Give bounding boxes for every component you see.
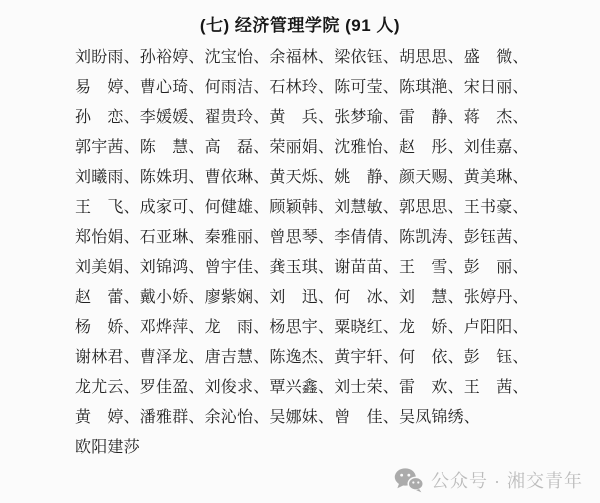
roster-line: 欧阳建莎 [75,439,140,456]
wechat-watermark [394,467,583,493]
page-title: (七) 经济管理学院 (91 人) [199,16,401,35]
roster-line: 易 婷、曹心琦、何雨洁、石林玲、陈可莹、陈琪滟、宋日丽、 [75,79,529,96]
roster-line: 刘美娟、刘锦鸿、曾宇佳、龚玉琪、谢苗苗、王 雪、彭 丽、 [75,259,529,276]
roster-line: 杨 娇、邓烨萍、龙 雨、杨思宇、粟晓红、龙 娇、卢阳阳、 [75,319,529,336]
roster-line: 黄 婷、潘雅群、余沁怡、吴娜妹、曾 佳、吴凤锦绣、 [75,409,481,426]
watermark-label: 公众号 · 湘交青年 [431,471,583,491]
name-roster [75,43,530,463]
roster-line: 刘盼雨、孙裕婷、沈宝怡、余福林、梁依钰、胡思思、盛 微、 [75,49,529,66]
roster-line: 赵 蕾、戴小娇、廖紫娴、刘 迅、何 冰、刘 慧、张婷丹、 [75,289,529,306]
roster-line: 王 飞、成家可、何健雄、顾颖韩、刘慧敏、郭思思、王书豪、 [75,199,529,216]
roster-line: 郭宇茜、陈 慧、高 磊、荣丽娟、沈雅怡、赵 彤、刘佳嘉、 [75,139,529,156]
roster-line: 谢林君、曹泽龙、唐吉慧、陈逸杰、黄宇轩、何 依、彭 钰、 [75,349,529,366]
wechat-icon [394,467,424,493]
roster-line: 刘曦雨、陈姝玥、曹依琳、黄天烁、姚 静、颜天赐、黄美琳、 [75,169,529,186]
roster-line: 龙尤云、罗佳盈、刘俊求、覃兴鑫、刘士荣、雷 欢、王 茜、 [75,379,529,396]
roster-line: 郑怡娟、石亚琳、秦雅丽、曾思琴、李倩倩、陈凯涛、彭钰茜、 [75,229,529,246]
roster-line: 孙 恋、李媛媛、翟贵玲、黄 兵、张梦瑜、雷 静、蒋 杰、 [75,109,529,126]
